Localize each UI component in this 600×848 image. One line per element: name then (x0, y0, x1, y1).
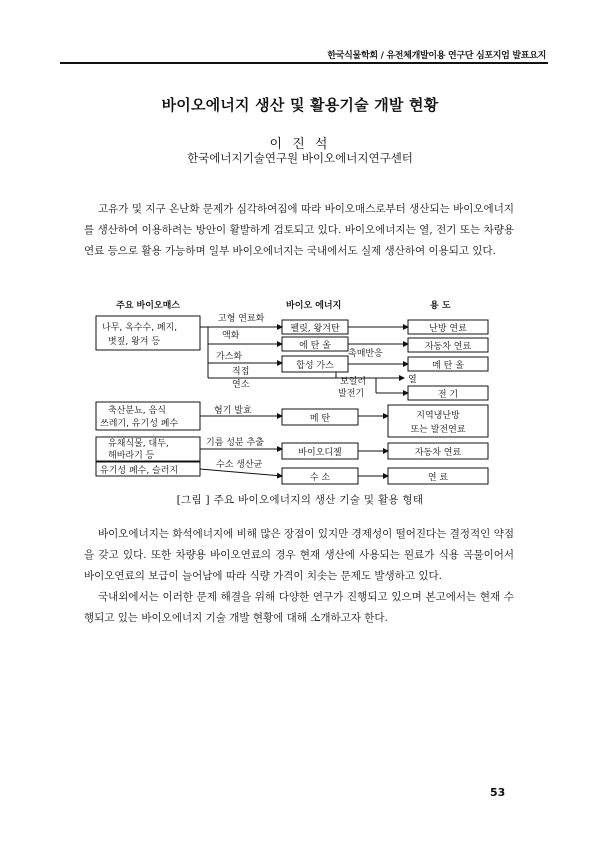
header-rule (60, 62, 548, 64)
use-fuel: 연 료 (427, 473, 449, 483)
figure-caption: [그림 ] 주요 바이오에너지의 생산 기술 및 활용 형태 (176, 494, 424, 506)
use-vehicle-2: 자동차 연료 (414, 448, 462, 458)
process-direct: 직접 (232, 367, 250, 377)
process-anaerobic: 혐기 발효 (214, 406, 252, 416)
body-paragraph-3: 국내외에서는 이러한 문제 해결을 위해 다양한 연구가 진행되고 있으며 본고에서는 현재 수행되고 있는 바이오에너지 기술 개발 현황에 대해 소개하고자 한다. (84, 591, 514, 624)
energy-pellet: 펠릿, 왕겨탄 (290, 324, 340, 334)
biomass-sludge: 유기성 폐수, 슬러지 (100, 466, 179, 476)
energy-biodiesel: 바이오디젤 (298, 448, 342, 458)
energy-methane: 메 탄 (309, 414, 331, 424)
biomass-waste-line2: 쓰레기, 유기성 폐수 (100, 419, 179, 429)
column-header-biomass: 주요 바이오매스 (116, 301, 180, 311)
process-boiler: 보일러 (340, 377, 367, 387)
process-combustion: 연소 (232, 380, 250, 390)
page-number: 53 (490, 786, 506, 799)
use-heat: 열 (408, 375, 417, 385)
biomass-oil-line2: 해바라기 등 (108, 451, 155, 461)
biomass-wood-line2: 볏짚, 왕겨 등 (108, 337, 161, 347)
process-gasification: 가스화 (216, 352, 243, 362)
use-electricity: 전 기 (437, 390, 459, 400)
energy-hydrogen: 수 소 (309, 473, 331, 483)
biomass-oil-line1: 유채식물, 대두, (108, 439, 169, 449)
process-oil-extraction: 기름 성분 추출 (206, 438, 264, 448)
process-catalytic: 촉매반응 (348, 349, 383, 359)
biomass-waste-line1: 축산분뇨, 음식 (108, 406, 166, 416)
author-affiliation: 한국에너지기술연구원 바이오에너지연구센터 (187, 151, 413, 165)
column-header-energy: 바이오 에너지 (286, 301, 342, 311)
running-header: 한국식물학회 / 유전체개발이용 연구단 심포지엄 발표요지 (327, 51, 546, 61)
process-solid-fuel: 고형 연료화 (218, 314, 265, 324)
author-name: 이 진 석 (269, 137, 331, 152)
paper-title: 바이오에너지 생산 및 활용기술 개발 현황 (161, 96, 439, 114)
column-header-use: 용 도 (430, 301, 451, 311)
use-district-line1: 지역냉난방 (416, 411, 460, 421)
use-district-line2: 또는 발전연료 (410, 425, 466, 435)
use-vehicle-1: 자동차 연료 (424, 342, 472, 352)
use-heating: 난방 연료 (429, 324, 467, 334)
energy-syngas: 합성 가스 (296, 361, 334, 371)
body-paragraph-1: 고유가 및 지구 온난화 문제가 심각하여짐에 따라 바이오매스로부터 생산되는 바이오에너지를 생산하여 이용하려는 방안이 활발하게 검토되고 있다. 바이오에너지는 열, 전기 또는 차량용 연료 등으로 활용 가능하며 일부 바이오에너지는 국내에서도 실제 생산하여 이용되고 있다. (84, 203, 514, 257)
energy-ethanol: 에 탄 올 (299, 341, 331, 351)
process-hydrogen-bacteria: 수소 생산균 (216, 460, 263, 470)
body-paragraph-2: 바이오에너지는 화석에너지에 비해 많은 장점이 있지만 경제성이 떨어진다는 결정적인 약점을 갖고 있다. 또한 차량용 바이오연료의 경우 현재 생산에 사용되는 원료가 식용 곡물이어서 바이오연료의 보급이 늘어남에 따라 식량 가격이 치솟는 문제도 발생하고 있다. (84, 528, 514, 582)
use-methanol: 메 탄 올 (432, 361, 464, 371)
bioenergy-flow-diagram (86, 294, 506, 490)
process-liquefaction: 액화 (222, 331, 240, 341)
process-generator: 발전기 (338, 389, 365, 399)
biomass-wood-line1: 나무, 옥수수, 폐지, (102, 323, 178, 333)
